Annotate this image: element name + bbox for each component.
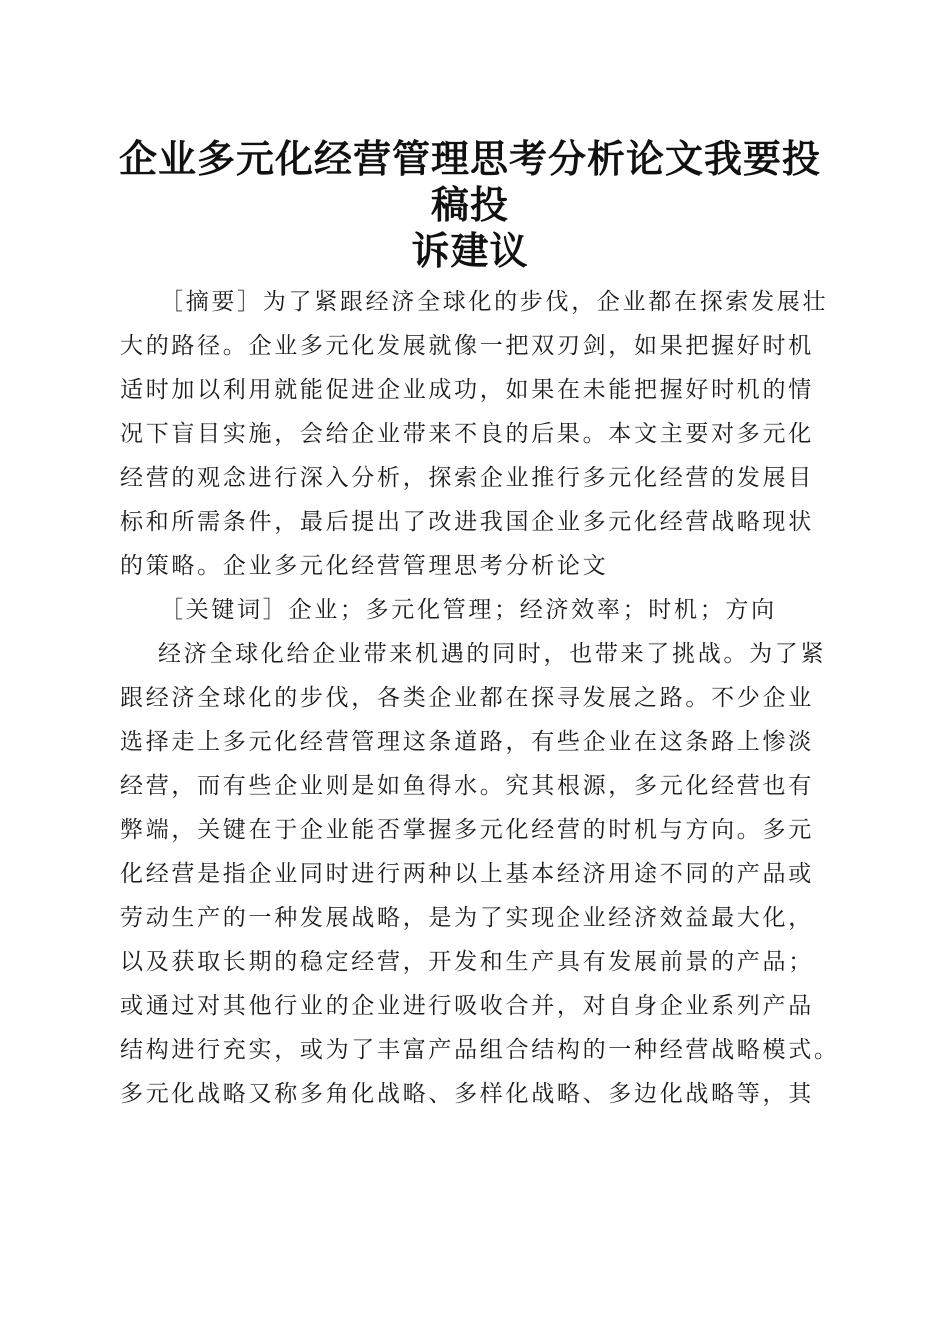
keywords-paragraph	[120, 588, 820, 632]
text-line: 适时加以利用就能促进企业成功，如果在未能把握好时机的情	[120, 377, 814, 403]
text-line: 大的路径。企业多元化发展就像一把双刃剑，如果把握好时机	[120, 333, 814, 359]
body-paragraph	[120, 632, 840, 1116]
document-title	[100, 136, 840, 274]
title-line: 企业多元化经营管理思考分析论文我要投稿投	[118, 136, 821, 227]
text-line: 弊端，关键在于企业能否掌握多元化经营的时机与方向。多元	[120, 817, 814, 843]
text-line: 的策略。企业多元化经营管理思考分析论文	[120, 553, 609, 579]
text-line: 况下盲目实施，会给企业带来不良的后果。本文主要对多元化	[120, 421, 814, 447]
text-line: 多元化战略又称多角化战略、多样化战略、多边化战略等，其	[120, 1081, 814, 1107]
abstract-paragraph	[120, 280, 829, 588]
document-body	[120, 280, 840, 1116]
text-line: 跟经济全球化的步伐，各类企业都在探寻发展之路。不少企业	[120, 685, 814, 711]
text-line: 结构进行充实，或为了丰富产品组合结构的一种经营战略模式。	[120, 1037, 840, 1063]
text-line: 经济全球化给企业带来机遇的同时，也带来了挑战。为了紧	[158, 641, 827, 667]
text-line: 劳动生产的一种发展战略，是为了实现企业经济效益最大化，	[120, 905, 814, 931]
text-line: 经营的观念进行深入分析，探索企业推行多元化经营的发展目	[120, 465, 814, 491]
text-line: 以及获取长期的稳定经营，开发和生产具有发展前景的产品；	[120, 949, 814, 975]
text-line: 化经营是指企业同时进行两种以上基本经济用途不同的产品或	[120, 861, 814, 887]
text-line: 或通过对其他行业的企业进行吸收合并，对自身企业系列产品	[120, 993, 814, 1019]
text-line: 选择走上多元化经营管理这条道路，有些企业在这条路上惨淡	[120, 729, 814, 755]
text-line: 标和所需条件，最后提出了改进我国企业多元化经营战略现状	[120, 509, 814, 535]
title-line: 诉建议	[411, 228, 529, 273]
text-line: 经营，而有些企业则是如鱼得水。究其根源，多元化经营也有	[120, 773, 814, 799]
keywords-line: ［关键词］企业；多元化管理；经济效率；时机；方向	[160, 597, 777, 623]
text-line: ［摘要］为了紧跟经济全球化的步伐，企业都在探索发展壮	[160, 289, 829, 315]
